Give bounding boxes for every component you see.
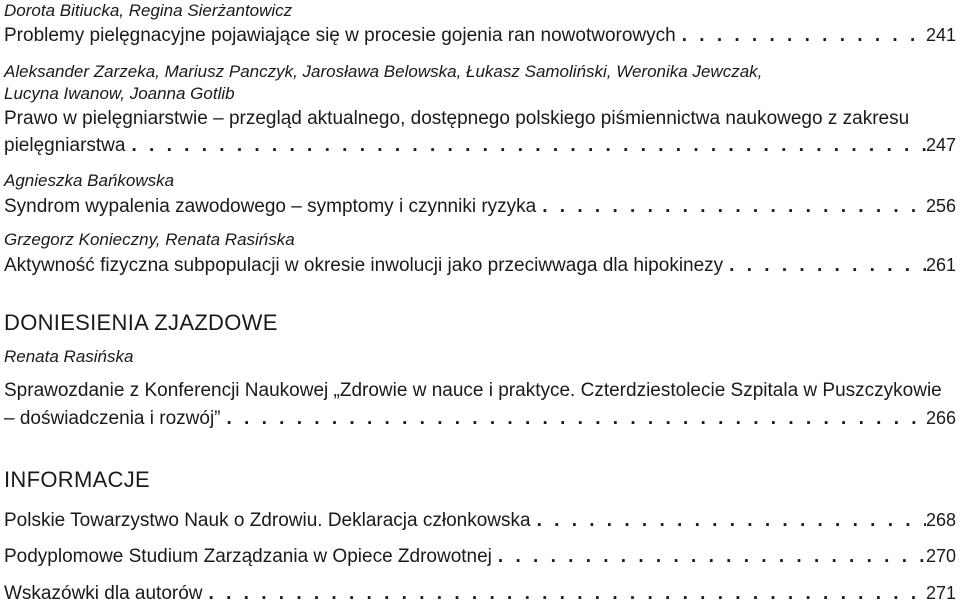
leader-dots <box>536 194 926 220</box>
toc-entry[interactable] <box>4 252 956 279</box>
entry-title: Syndrom wypalenia zawodowego – symptomy i czynniki ryzyka <box>4 196 537 217</box>
entry-title: Sprawozdanie z Konferencji Naukowej „Zdrowie w nauce i praktyce. Czterdziestolecie Szpitala w Puszczykowie <box>4 380 942 401</box>
entry-title: Podyplomowe Studium Zarządzania w Opiece Zdrowotnej <box>4 546 492 567</box>
leader-dots <box>723 253 926 279</box>
toc-entry[interactable] <box>4 132 956 159</box>
page-number: 266 <box>925 408 956 428</box>
entry-authors: Renata Rasińska <box>4 347 134 366</box>
entry-authors: Grzegorz Konieczny, Renata Rasińska <box>4 230 295 249</box>
toc-entry[interactable] <box>4 193 956 220</box>
section-heading: INFORMACJE <box>4 467 150 492</box>
entry-authors: Dorota Bitiucka, Regina Sierżantowicz <box>4 1 293 20</box>
entry-title: Polskie Towarzystwo Nauk o Zdrowiu. Deklaracja członkowska <box>4 510 531 531</box>
leader-dots <box>221 406 926 432</box>
entry-authors: Lucyna Iwanow, Joanna Gotlib <box>4 84 235 103</box>
leader-dots <box>492 544 926 570</box>
entry-title: Prawo w pielęgniarstwie – przegląd aktualnego, dostępnego polskiego piśmiennictwa naukowego z zakresu <box>4 108 910 129</box>
entry-title: Problemy pielęgnacyjne pojawiające się w procesie gojenia ran nowotworowych <box>4 25 676 46</box>
toc-entry[interactable] <box>4 405 956 432</box>
entry-title: pielęgniarstwa <box>4 135 126 156</box>
section-heading: DONIESIENIA ZJAZDOWE <box>4 310 278 335</box>
table-of-contents <box>4 0 956 605</box>
page-number: 270 <box>925 546 956 566</box>
entry-authors: Agnieszka Bańkowska <box>4 171 175 190</box>
toc-entry[interactable] <box>4 580 956 607</box>
page-number: 268 <box>925 510 956 530</box>
leader-dots <box>203 581 926 607</box>
leader-dots <box>125 133 925 159</box>
entry-title: Aktywność fizyczna subpopulacji w okresie inwolucji jako przeciwwaga dla hipokinezy <box>4 255 724 276</box>
page-number: 241 <box>925 25 956 45</box>
page-number: 271 <box>925 583 956 603</box>
page-number: 256 <box>925 196 956 216</box>
toc-entry[interactable] <box>4 507 956 534</box>
toc-entry[interactable] <box>4 543 956 570</box>
leader-dots <box>676 23 926 49</box>
page-number: 261 <box>925 255 956 275</box>
entry-title: – doświadczenia i rozwój” <box>4 408 221 429</box>
toc-entry[interactable] <box>4 22 956 49</box>
page-number: 247 <box>925 135 956 155</box>
entry-authors: Aleksander Zarzeka, Mariusz Panczyk, Jarosława Belowska, Łukasz Samoliński, Weronika Jewczak, <box>4 62 763 81</box>
entry-title: Wskazówki dla autorów <box>4 583 203 604</box>
leader-dots <box>531 508 926 534</box>
